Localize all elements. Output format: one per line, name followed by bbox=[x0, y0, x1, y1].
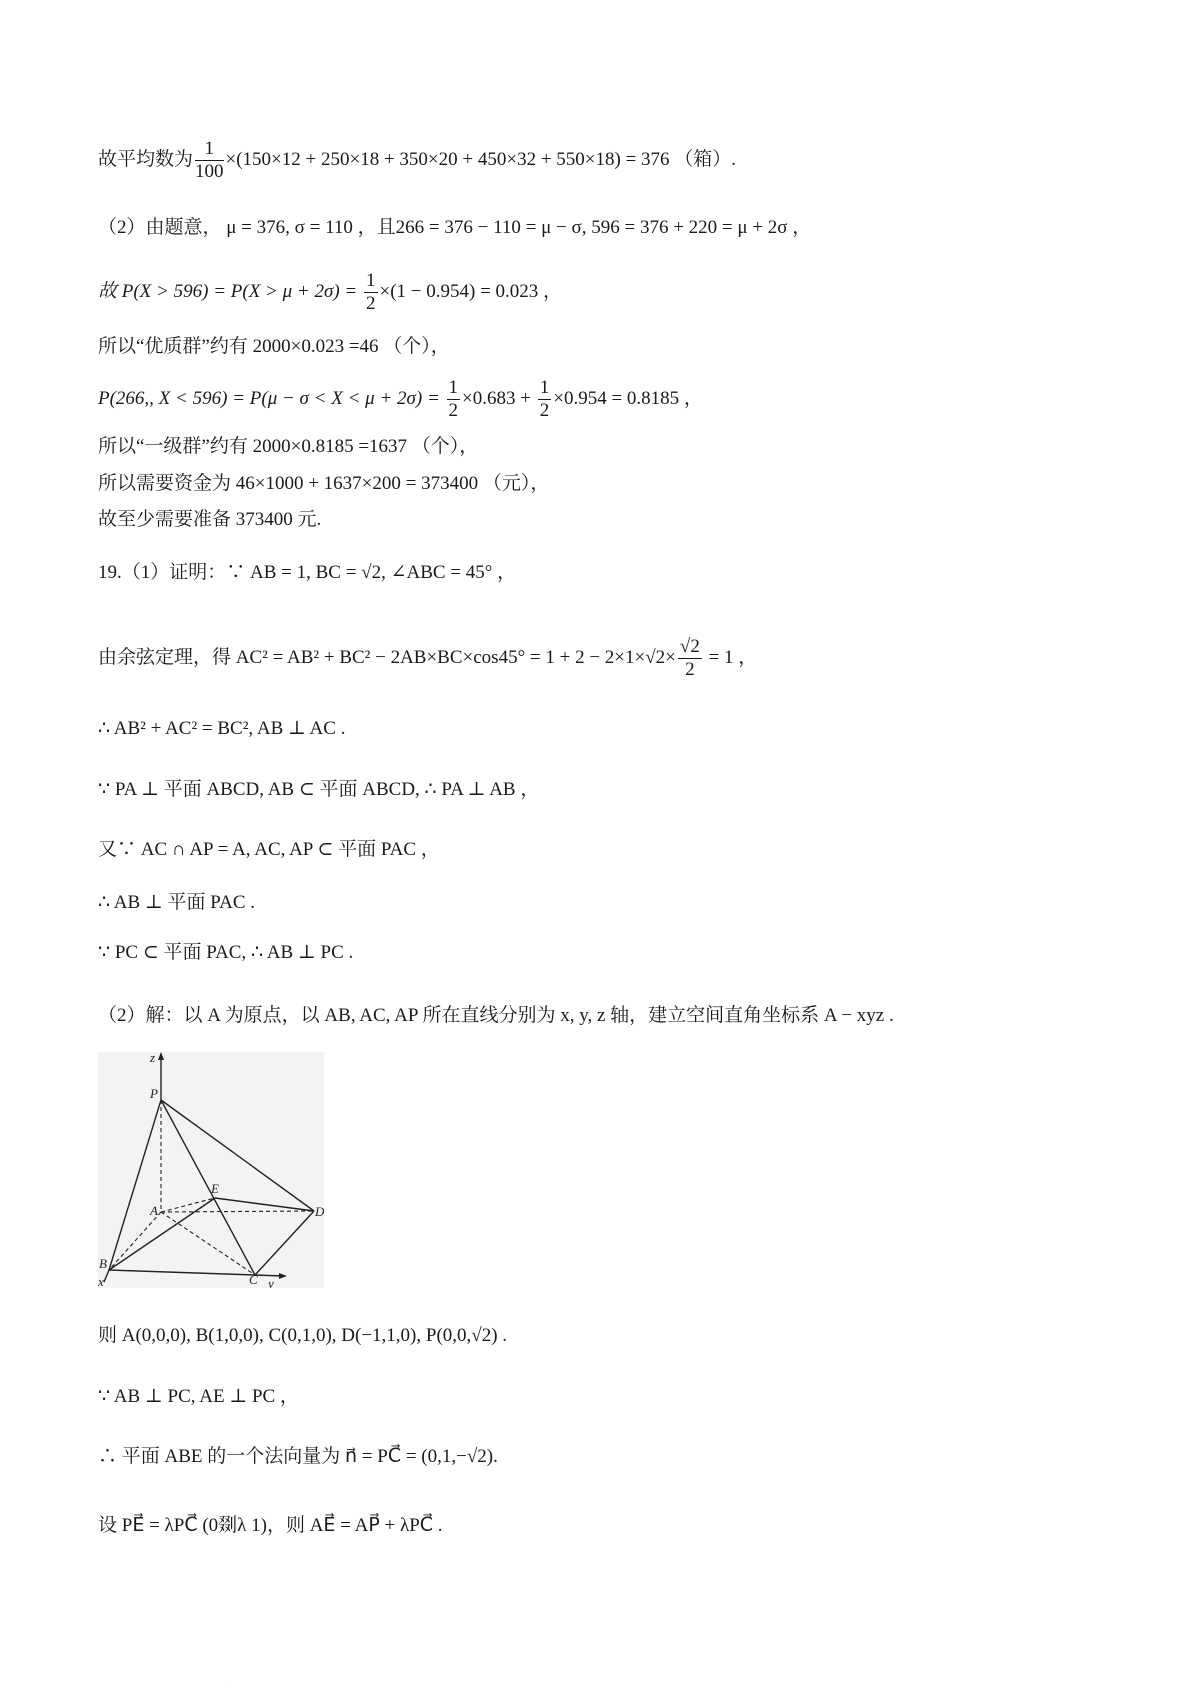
x-axis bbox=[104, 1270, 109, 1282]
line-cosine-law bbox=[98, 636, 757, 681]
prob-mid: ×0.683 + bbox=[462, 387, 536, 409]
line-vector-pe: 设 PE⃗ = λPC⃗ (0剟λ 1)，则 AE⃗ = AP⃗ + λPC⃗ . bbox=[98, 1515, 443, 1536]
mean-formula: ×(150×12 + 250×18 + 350×20 + 450×32 + 550×18) = 376 （箱）. bbox=[225, 148, 737, 170]
line-quality-count: 所以“优质群”约有 2000×0.023 =46 （个）， bbox=[98, 336, 450, 357]
edge-bc bbox=[109, 1270, 255, 1275]
label-a: A bbox=[150, 1203, 158, 1218]
frac-numerator: 1 bbox=[366, 270, 376, 291]
line-prob-first bbox=[98, 377, 703, 422]
frac-denominator: 2 bbox=[366, 293, 376, 314]
frac-numerator: 1 bbox=[539, 377, 550, 398]
label-p: P bbox=[150, 1086, 158, 1101]
line-part2-solution: （2）解：以 A 为原点，以 AB, AC, AP 所在直线分别为 x, y, z 轴，建立空间直角坐标系 A − xyz . bbox=[98, 1005, 894, 1026]
frac-denominator: 2 bbox=[448, 400, 459, 421]
label-b: B bbox=[99, 1256, 107, 1271]
label-x: x bbox=[98, 1274, 104, 1288]
page-footer: . bbox=[226, 1681, 228, 1687]
fraction bbox=[678, 636, 702, 681]
edge-pc bbox=[161, 1100, 255, 1275]
prob-text: P(266,, X < 596) = P(μ − σ < X < μ + 2σ) = bbox=[98, 387, 445, 409]
edge-ac bbox=[161, 1212, 255, 1275]
pyramid-diagram bbox=[98, 1052, 324, 1288]
edge-cd bbox=[255, 1211, 314, 1275]
fraction bbox=[195, 138, 224, 183]
line-coordinates: 则 A(0,0,0), B(1,0,0), C(0,1,0), D(−1,1,0), P(0,0,√2) . bbox=[98, 1325, 508, 1346]
line-ab-plane: ∴ AB ⊥ 平面 PAC . bbox=[98, 892, 256, 913]
edge-pd bbox=[161, 1100, 314, 1211]
line-normal-vector: ∴ 平面 ABE 的一个法向量为 n⃗ = PC⃗ = (0,1,−√2). bbox=[98, 1446, 498, 1467]
label-c: C bbox=[249, 1272, 258, 1287]
line-mean bbox=[98, 138, 736, 183]
cosine-text: 由余弦定理，得 AC² = AB² + BC² − 2AB×BC×cos45° = 1 + 2 − 2×1×√2× bbox=[98, 646, 676, 668]
line-prob-quality bbox=[98, 270, 562, 315]
frac-denominator: 2 bbox=[539, 400, 550, 421]
frac-numerator: √2 bbox=[679, 636, 700, 657]
label-y: y bbox=[268, 1276, 274, 1288]
edge-pb bbox=[109, 1100, 161, 1270]
frac-denominator: 100 bbox=[195, 161, 224, 182]
pyramid-figure bbox=[98, 1052, 324, 1288]
fraction bbox=[538, 377, 552, 422]
frac-numerator: 1 bbox=[448, 377, 459, 398]
prob-result: ×0.954 = 0.8185 ， bbox=[553, 387, 703, 409]
frac-denominator: 2 bbox=[685, 659, 695, 680]
fraction bbox=[364, 270, 378, 315]
prob-text: 故 P(X > 596) = P(X > μ + 2σ) = bbox=[98, 280, 362, 302]
line-conclusion: 故至少需要准备 373400 元. bbox=[98, 509, 322, 530]
line-part2-intro: （2）由题意， μ = 376, σ = 110 ，且266 = 376 − 110 = μ − σ, 596 = 376 + 220 = μ + 2σ ， bbox=[98, 217, 812, 238]
line-ae-perp: ∵ AB ⊥ PC, AE ⊥ PC ， bbox=[98, 1386, 299, 1407]
mean-text: 故平均数为 bbox=[98, 148, 194, 170]
label-d: D bbox=[315, 1204, 324, 1219]
fraction bbox=[447, 377, 461, 422]
line-pa-perp: ∵ PA ⊥ 平面 ABCD, AB ⊂ 平面 ABCD, ∴ PA ⊥ AB ， bbox=[98, 779, 540, 800]
frac-numerator: 1 bbox=[195, 138, 224, 161]
line-ab-pc: ∵ PC ⊂ 平面 PAC, ∴ AB ⊥ PC . bbox=[98, 942, 354, 963]
line-first-count: 所以“一级群”约有 2000×0.8185 =1637 （个）， bbox=[98, 436, 479, 457]
label-z: z bbox=[150, 1052, 156, 1065]
edge-ab bbox=[109, 1212, 161, 1270]
line-perpendicular: ∴ AB² + AC² = BC², AB ⊥ AC . bbox=[98, 718, 346, 739]
edge-ad bbox=[161, 1211, 314, 1212]
edge-be bbox=[109, 1198, 215, 1270]
edge-ae bbox=[161, 1198, 215, 1212]
line-q19-proof: 19.（1）证明：∵ AB = 1, BC = √2, ∠ABC = 45° ， bbox=[98, 562, 517, 583]
prob-result: ×(1 − 0.954) = 0.023 ， bbox=[379, 280, 563, 302]
line-funds: 所以需要资金为 46×1000 + 1637×200 = 373400 （元）， bbox=[98, 473, 550, 494]
label-e: E bbox=[211, 1181, 219, 1196]
cosine-result: = 1 ， bbox=[703, 646, 758, 668]
z-arrow-icon bbox=[158, 1052, 164, 1060]
line-intersection: 又∵ AC ∩ AP = A, AC, AP ⊂ 平面 PAC ， bbox=[98, 839, 440, 860]
y-arrow-icon bbox=[279, 1273, 287, 1279]
